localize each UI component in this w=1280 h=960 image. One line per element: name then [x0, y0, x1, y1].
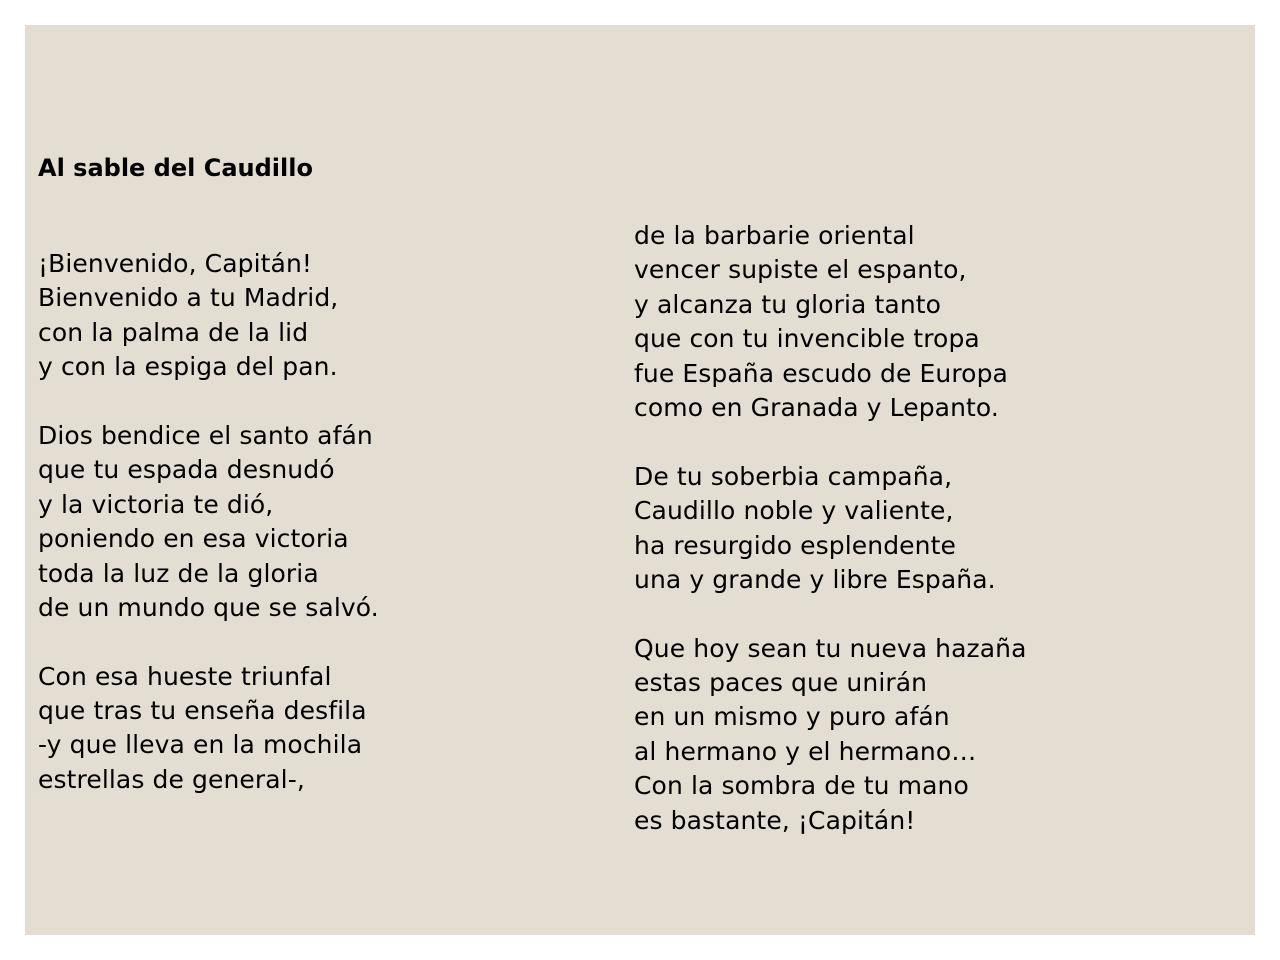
- poem-line: Con esa hueste triunfal: [38, 661, 332, 691]
- poem-line: en un mismo y puro afán: [634, 702, 950, 732]
- stanza: [38, 247, 598, 385]
- poem-line: estrellas de general-,: [38, 764, 305, 794]
- poem-line: Bienvenido a tu Madrid,: [38, 283, 339, 313]
- poem-line: de la barbarie oriental: [634, 221, 915, 250]
- poem-line: toda la luz de la gloria: [38, 558, 319, 588]
- poem-line: estas paces que unirán: [634, 668, 928, 698]
- poem-line: al hermano y el hermano…: [634, 736, 977, 766]
- poem-right-column: [634, 219, 1194, 872]
- poem-line: que tu espada desnudó: [38, 455, 335, 485]
- poem-line: que con tu invencible tropa: [634, 324, 980, 354]
- poem-line: poniendo en esa victoria: [38, 524, 349, 554]
- poem-line: que tras tu enseña desfila: [38, 696, 367, 726]
- poem-line: De tu soberbia campaña,: [634, 461, 953, 491]
- poem-line: ¡Bienvenido, Capitán!: [38, 249, 313, 278]
- stanza: [38, 660, 598, 798]
- stanza: [634, 460, 1194, 598]
- poem-line: y la victoria te dió,: [38, 489, 274, 519]
- poem-line: vencer supiste el espanto,: [634, 255, 967, 285]
- poem-line: Con la sombra de tu mano: [634, 771, 969, 801]
- poem-line: Que hoy sean tu nueva hazaña: [634, 633, 1027, 663]
- poem-line: Dios bendice el santo afán: [38, 420, 373, 450]
- stanza: [38, 419, 598, 625]
- poem-line: de un mundo que se salvó.: [38, 592, 379, 622]
- poem-line: Caudillo noble y valiente,: [634, 496, 954, 526]
- poem-left-column: [38, 247, 598, 832]
- poem-line: y con la espiga del pan.: [38, 352, 338, 382]
- poem-line: como en Granada y Lepanto.: [634, 392, 999, 422]
- stanza: [634, 219, 1194, 425]
- poem-line: es bastante, ¡Capitán!: [634, 805, 916, 835]
- poem-line: ha resurgido esplendente: [634, 530, 956, 560]
- poem-line: y alcanza tu gloria tanto: [634, 289, 942, 319]
- poem-line: -y que lleva en la mochila: [38, 730, 363, 760]
- slide: [25, 25, 1255, 935]
- poem-title: Al sable del Caudillo: [38, 154, 313, 182]
- stanza: [634, 632, 1194, 838]
- poem-line: una y grande y libre España.: [634, 564, 996, 594]
- poem-line: fue España escudo de Europa: [634, 358, 1008, 388]
- poem-line: con la palma de la lid: [38, 317, 309, 347]
